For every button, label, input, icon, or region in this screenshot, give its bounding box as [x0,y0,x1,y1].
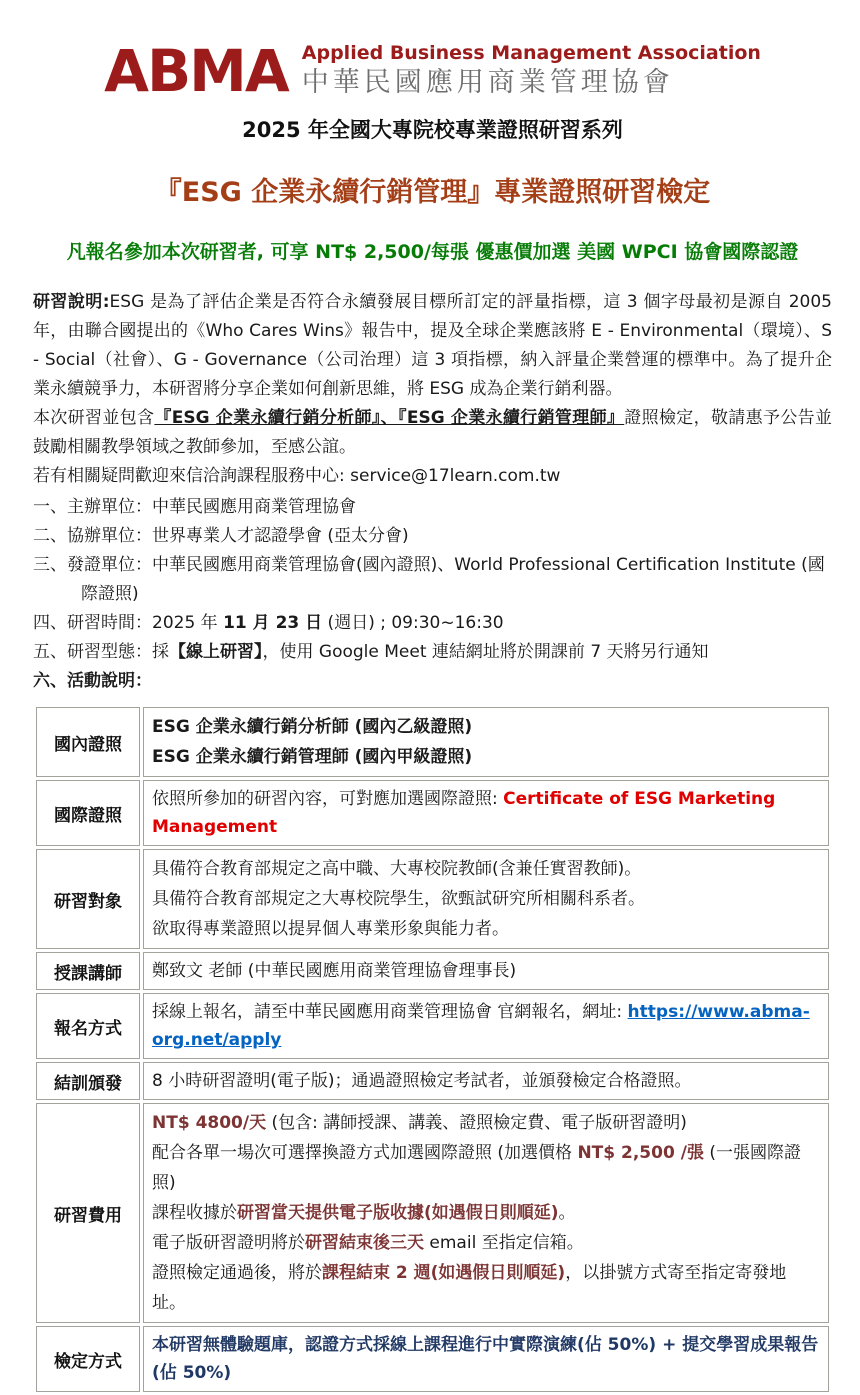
fee-line5 [152,1258,820,1318]
fee-line3-pre: 課程收據於 [152,1203,237,1223]
row-label-domestic: 國內證照 [36,707,140,777]
audience-line2: 具備符合教育部規定之大專校院學生，欲甄試研究所相關科系者。 [152,889,645,909]
registration-text: 採線上報名，請至中華民國應用商業管理協會 官網報名，網址: [152,1002,628,1022]
row-label-audience: 研習對象 [36,849,140,949]
fee-line2-suf: (一張國際證照) [152,1143,801,1193]
row-label-fee: 研習費用 [36,1103,140,1323]
row-value-domestic [143,707,829,777]
format-suffix: ，使用 Google Meet 連結網址將於開課前 7 天將另行通知 [262,642,709,662]
domestic-cert-line1: ESG 企業永續行銷分析師 (國內乙級證照) [152,717,473,737]
fee-line2-pre: 配合各單一場次可選擇換證方式加選國際證照 (加選價格 [152,1143,578,1163]
certification-include-paragraph [33,404,832,462]
audience-line1: 具備符合教育部規定之高中職、大專校院教師(含兼任實習教師)。 [152,859,642,879]
fee-line4-suf: email 至指定信箱。 [424,1233,584,1253]
promo-line: 凡報名參加本次研習者, 可享 NT$ 2,500/每張 優惠價加選 美國 WPCI 協會國際認證 [66,241,799,263]
table-row-completion [36,1062,829,1100]
fee-line3 [152,1198,820,1228]
schedule-date: 11 月 23 日 [223,613,323,633]
domestic-cert-line2: ESG 企業永續行銷管理師 (國內甲級證照) [152,747,473,767]
abma-logo-text: ABMA [104,37,288,105]
list-item-schedule [33,609,832,638]
table-row-fee [36,1103,829,1323]
row-label-international: 國際證照 [36,780,140,846]
table-row-assessment [36,1326,829,1392]
format-online: 【線上研習】 [169,642,263,662]
row-value-fee [143,1103,829,1323]
list-item-organizer: 一、主辦單位：中華民國應用商業管理協會 [33,497,356,517]
row-label-completion: 結訓頒發 [36,1062,140,1100]
fee-addon-price: NT$ 2,500 /張 [577,1143,704,1163]
table-row-international-cert [36,780,829,846]
contact-text: 若有相關疑問歡迎來信洽詢課程服務中心: [33,466,351,486]
info-list [33,493,832,696]
fee-line4 [152,1228,820,1258]
fee-line4-pre: 電子版研習證明將於 [152,1233,305,1253]
org-name-chinese: 中華民國應用商業管理協會 [301,67,674,98]
international-text: 依照所參加的研習內容，可對應加選國際證照: [152,789,504,809]
schedule-prefix: 四、研習時間：2025 年 [33,613,224,633]
fee-line2 [152,1138,820,1198]
format-prefix: 五、研習型態：採 [33,642,169,662]
list-item-coorganizer: 二、協辦單位：世界專業人才認證學會 (亞太分會) [33,526,409,546]
apply-link[interactable]: https://www.abma-org.net/apply [152,1002,810,1050]
table-row-domestic-cert [36,707,829,777]
fee-line5-pre: 證照檢定通過後，將於 [152,1263,322,1283]
fee-price-per-day: NT$ 4800/天 [152,1113,267,1133]
include-suffix: 證照檢定，敬請惠予公告並鼓勵相關教學領域之教師參加，至感公誼。 [33,408,832,457]
row-value-international [143,780,829,846]
table-row-registration [36,993,829,1059]
series-title: 2025 年全國大專院校專業證照研習系列 [242,118,623,142]
intro-section [33,288,832,696]
schedule-suffix: (週日) ; 09:30~16:30 [322,613,504,633]
activity-table [33,704,832,1395]
fee-line1 [152,1108,820,1138]
table-row-lecturer [36,952,829,990]
list-item-format [33,638,832,667]
fee-receipt-note: 研習當天提供電子版收據(如遇假日則順延) [237,1203,559,1223]
table-row-audience [36,849,829,949]
list-item-activity: 六、活動說明： [33,671,152,691]
row-label-assessment: 檢定方式 [36,1326,140,1392]
international-cert-name: Certificate of ESG Marketing Management [152,789,776,837]
intro-text: ESG 是為了評估企業是否符合永續發展目標所訂定的評量指標，這 3 個字母最初是源自 2005 年，由聯合國提出的《Who Cares Wins》報告中，提及全球企業應該將 E - Environmental（環境）、S - Social（社會）、G - Governance（公司治理）這 3 項指標，納入評量企業營運的標準中。為了提升企業永續競爭力，本研習將分享企業如何創新思維，將 ESG 成為企業行銷利器。 [33,292,832,399]
fee-email-note: 研習結束後三天 [305,1233,424,1253]
row-value-registration [143,993,829,1059]
contact-email: service@17learn.com.tw [350,466,561,486]
row-label-registration: 報名方式 [36,993,140,1059]
list-item-issuer: 三、發證單位：中華民國應用商業管理協會(國內證照)、World Professional Certification Institute (國際證照) [33,555,825,604]
row-value-assessment: 本研習無體驗題庫，認證方式採線上課程進行中實際演練(佔 50%) + 提交學習成果報告(佔 50%) [143,1326,829,1392]
fee-line5-suf: ，以掛號方式寄至指定寄發地址。 [152,1263,787,1313]
audience-line3: 欲取得專業證照以提昇個人專業形象與能力者。 [152,919,509,939]
org-name-block [302,42,761,100]
org-name-english: Applied Business Management Association [301,42,761,65]
abma-logo [33,37,832,105]
row-value-completion: 8 小時研習證明(電子版)；通過證照檢定考試者，並頒發檢定合格證照。 [143,1062,829,1100]
intro-paragraph [33,288,832,404]
fee-mailing-note: 課程結束 2 週(如遇假日則順延) [322,1263,566,1283]
row-label-lecturer: 授課講師 [36,952,140,990]
row-value-audience [143,849,829,949]
certification-names: 『ESG 企業永續行銷分析師』、『ESG 企業永續行銷管理師』 [154,408,625,428]
row-value-lecturer: 鄭致文 老師 (中華民國應用商業管理協會理事長) [143,952,829,990]
page-title: 『ESG 企業永續行銷管理』專業證照研習檢定 [154,177,711,208]
intro-label: 研習說明: [33,292,110,312]
fee-line3-suf: 。 [558,1203,576,1223]
include-prefix: 本次研習並包含 [33,408,155,428]
contact-line [33,462,832,491]
fee-line1-rest: (包含: 講師授課、講義、證照檢定費、電子版研習證明) [266,1113,687,1133]
